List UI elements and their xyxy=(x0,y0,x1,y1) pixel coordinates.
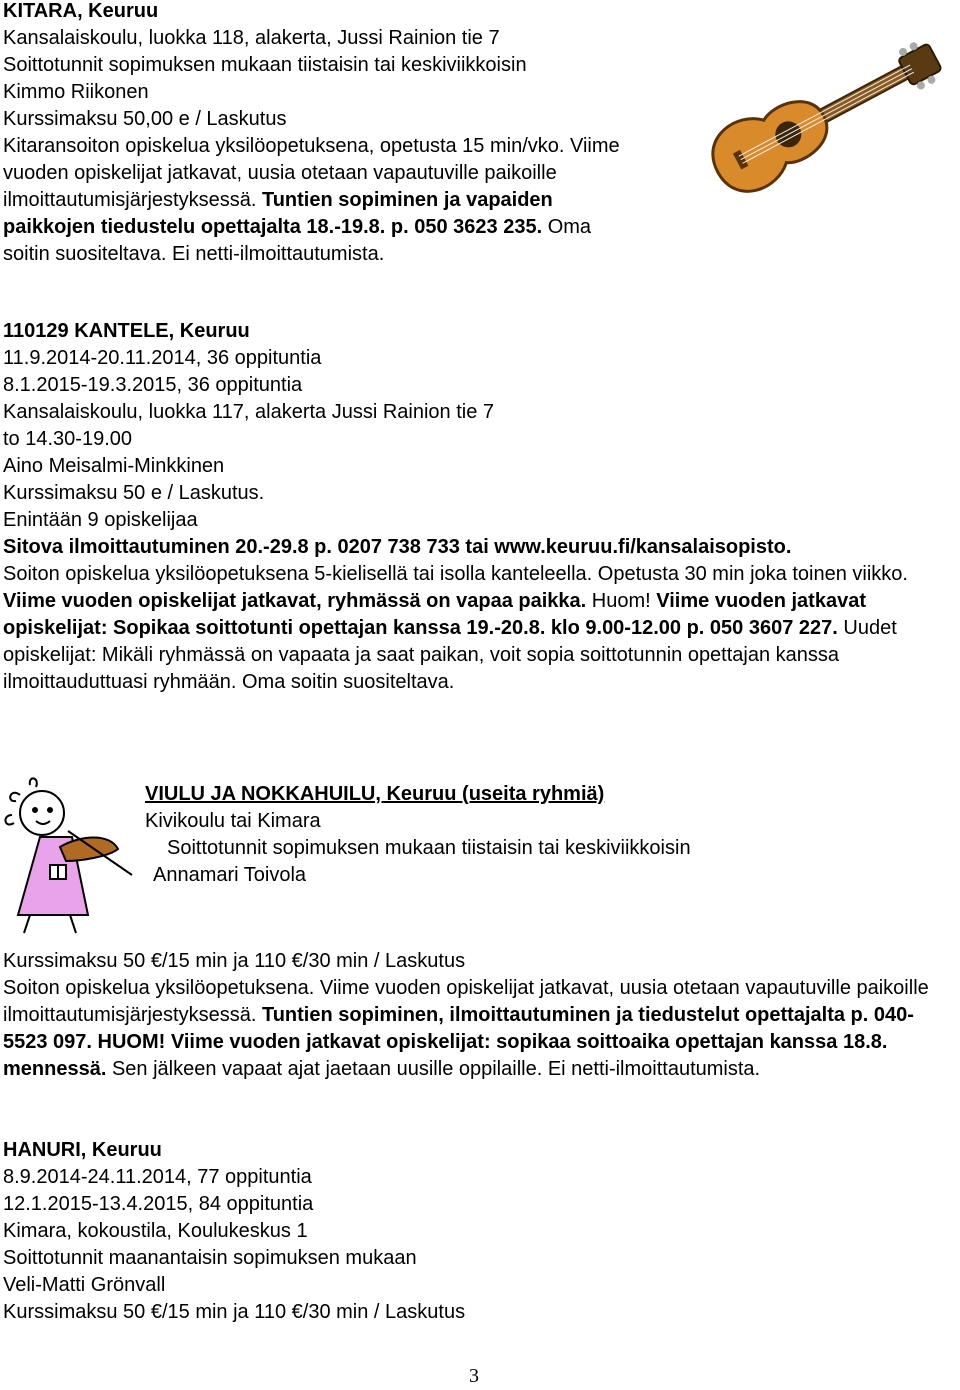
kantele-title: 110129 KANTELE, Keuruu xyxy=(3,320,250,342)
kitara-desc-bold: Tuntien sopiminen ja vapaiden paikkojen tiedustelu opettajalta 18.-19.8. p. 050 3623 235. xyxy=(3,189,553,238)
kitara-description xyxy=(3,133,633,268)
kitara-desc-1: Kitaransoiton opiskelua yksilöopetuksena, opetusta 15 min/vko. Viime vuoden opiskelijat jatkavat, uusia otetaan vapautuville paikoille ilmoittautumisjärjestyksessä. xyxy=(3,135,620,211)
kantele-max: Enintään 9 opiskelijaa xyxy=(3,509,198,531)
kitara-title: KITARA, Keuruu xyxy=(3,0,159,22)
viulu-p2: Tuntien sopiminen, ilmoittautuminen ja tiedustelut opettajalta p. 040-5523 097. HUOM! Viime vuoden jatkavat opiskelijat: sopikaa soittoaika opettajan kanssa 18.8. mennessä. xyxy=(3,1004,914,1080)
hanuri-date-2: 12.1.2015-13.4.2015, 84 oppituntia xyxy=(3,1193,314,1215)
girl-violin-illustration xyxy=(0,775,140,935)
hanuri-title: HANURI, Keuruu xyxy=(3,1139,162,1161)
kantele-p1: Soiton opiskelua yksilöopetuksena 5-kielisellä tai isolla kanteleella. Opetusta 30 min joka toinen viikko. xyxy=(3,563,908,585)
page-number: 3 xyxy=(469,1365,479,1387)
kantele-date-2: 8.1.2015-19.3.2015, 36 oppituntia xyxy=(3,374,303,396)
guitar-illustration xyxy=(680,40,960,220)
viulu-header xyxy=(145,781,845,889)
viulu-times: Soittotunnit sopimuksen mukaan tiistaisin tai keskiviikkoisin xyxy=(167,837,691,859)
hanuri-times: Soittotunnit maanantaisin sopimuksen mukaan xyxy=(3,1247,417,1269)
hanuri-place: Kimara, kokoustila, Koulukeskus 1 xyxy=(3,1220,308,1242)
viulu-place: Kivikoulu tai Kimara xyxy=(145,810,321,832)
kantele-p4: Viime vuoden jatkavat opiskelijat: Sopikaa soittotunti opettajan kanssa 19.-20.8. klo 9.00-12.00 p. 050 3607 227. xyxy=(3,590,866,639)
kitara-place: Kansalaiskoulu, luokka 118, alakerta, Jussi Rainion tie 7 xyxy=(3,27,500,49)
viulu-teacher: Annamari Toivola xyxy=(153,864,307,886)
hanuri-section xyxy=(3,1137,958,1326)
kantele-description xyxy=(3,561,958,696)
kantele-fee: Kurssimaksu 50 e / Laskutus. xyxy=(3,482,265,504)
kantele-section xyxy=(3,318,958,696)
kantele-time: to 14.30-19.00 xyxy=(3,428,132,450)
hanuri-fee: Kurssimaksu 50 €/15 min ja 110 €/30 min / Laskutus xyxy=(3,1301,466,1323)
kitara-section xyxy=(3,0,633,268)
kantele-place: Kansalaiskoulu, luokka 117, alakerta Jussi Rainion tie 7 xyxy=(3,401,495,423)
kantele-p5: Uudet opiskelijat: Mikäli ryhmässä on vapaata ja saat paikan, voit sopia soittotunnin opettajan kanssa ilmoittauduttuasi ryhmään. Oma soitin suositeltava. xyxy=(3,617,897,693)
viulu-description xyxy=(3,975,958,1083)
kitara-teacher: Kimmo Riikonen xyxy=(3,81,149,103)
viulu-body xyxy=(3,948,958,1083)
kantele-date-1: 11.9.2014-20.11.2014, 36 oppituntia xyxy=(3,347,322,369)
viulu-p1: Soiton opiskelua yksilöopetuksena. Viime vuoden opiskelijat jatkavat, uusia otetaan vapautuville paikoille ilmoittautumisjärjestyksessä. xyxy=(3,977,929,1026)
viulu-title: VIULU JA NOKKAHUILU, Keuruu (useita ryhmiä) xyxy=(145,783,605,805)
kitara-fee: Kurssimaksu 50,00 e / Laskutus xyxy=(3,108,287,130)
kantele-p3: Huom! xyxy=(591,590,651,612)
hanuri-date-1: 8.9.2014-24.11.2014, 77 oppituntia xyxy=(3,1166,312,1188)
kitara-desc-2: Oma soitin suositeltava. Ei netti-ilmoittautumista. xyxy=(3,216,592,265)
kantele-teacher: Aino Meisalmi-Minkkinen xyxy=(3,455,225,477)
kitara-times: Soittotunnit sopimuksen mukaan tiistaisin tai keskiviikkoisin xyxy=(3,54,527,76)
viulu-p3: Sen jälkeen vapaat ajat jaetaan uusille oppilaille. Ei netti-ilmoittautumista. xyxy=(111,1058,761,1080)
viulu-fee: Kurssimaksu 50 €/15 min ja 110 €/30 min / Laskutus xyxy=(3,950,466,972)
kantele-registration: Sitova ilmoittautuminen 20.-29.8 p. 0207 738 733 tai www.keuruu.fi/kansalaisopisto. xyxy=(3,536,792,558)
kantele-p2: Viime vuoden opiskelijat jatkavat, ryhmässä on vapaa paikka. xyxy=(3,590,587,612)
hanuri-teacher: Veli-Matti Grönvall xyxy=(3,1274,166,1296)
